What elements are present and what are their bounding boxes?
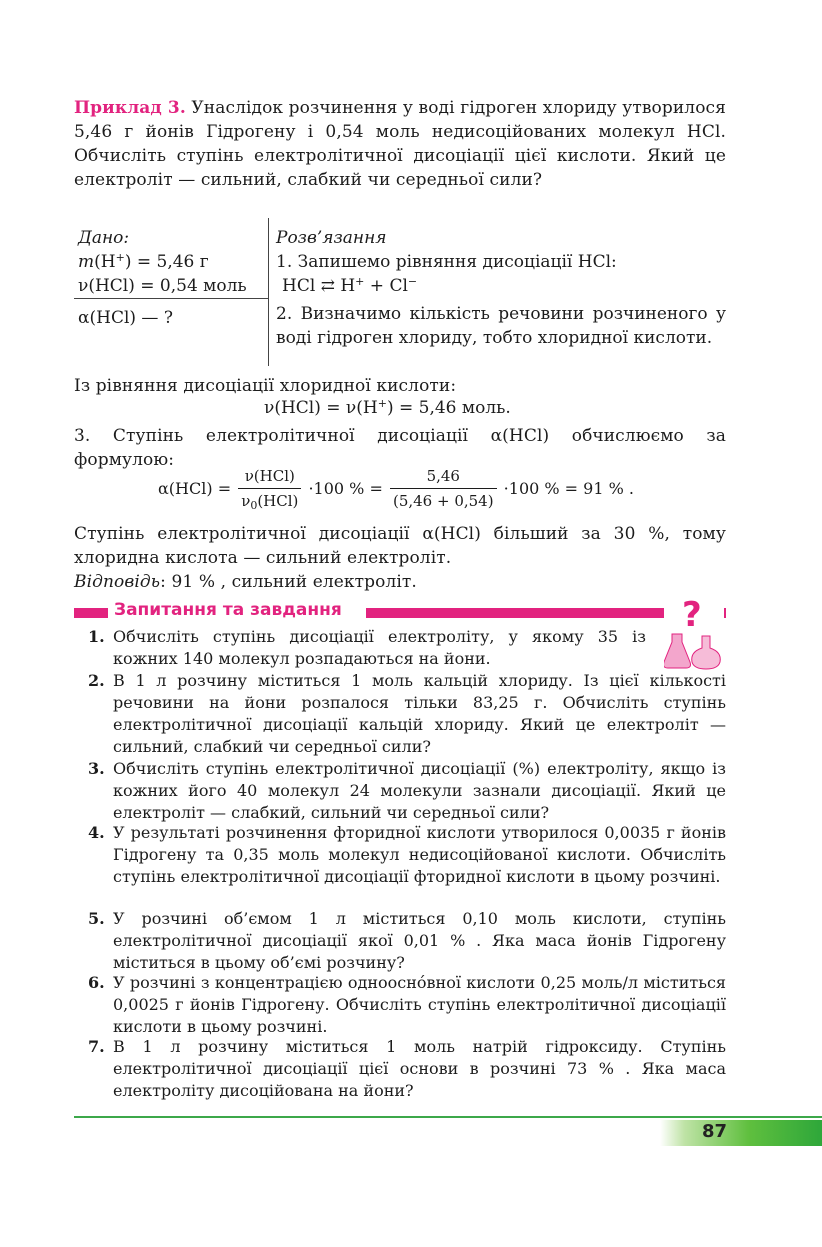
from-equation-text: Із рівняння дисоціації хлоридної кислоти: xyxy=(74,376,457,396)
page-number-tab xyxy=(660,1120,822,1146)
fraction-1: $\frac{\text{ν(HCl)}}{\nu_0(HCl)}$ xyxy=(238,466,301,511)
equilibrium-arrow-icon: ⇄ xyxy=(320,276,335,296)
example-text: Унаслідок розчинення у воді гідроген хлориду утворилося 5,46 г йонів Гідрогену і 0,54 моль недисоційованих молекул HCl. Обчисліть ступінь електролітичної дисоціації цієї кислоти. Який це електроліт — сильний, слабкий чи середньої сили? xyxy=(74,98,726,190)
dissociation-equation: HCl ⇄ H+ + Cl− xyxy=(282,275,418,296)
page-number: 87 xyxy=(702,1121,728,1142)
example-paragraph xyxy=(74,96,726,192)
task-item: 3. Обчисліть ступінь електролітичної дисоціації (%) електроліту, якщо із кожних його 40 молекул 24 молекули зазнали дисоціації. Який це електроліт — слабкий, сильний чи середньої сили? xyxy=(88,759,726,822)
section-title: Запитання та завдання xyxy=(114,600,342,620)
footer-rule xyxy=(74,1116,822,1118)
given-mass: m(H+) = 5,46 г xyxy=(78,251,209,272)
example-label: Приклад 3. xyxy=(74,98,186,118)
task-item: 4. У результаті розчинення фторидної кислоти утворилося 0,0035 г йонів Гідрогену та 0,35 моль молекул недисоційованої кислоти. Обчисліть ступінь електролітичної дисоціації фторидної кислоти в цьому розчині. xyxy=(88,823,726,886)
given-amount: ν(HCl) = 0,54 моль xyxy=(78,276,247,296)
conclusion-text: Ступінь електролітичної дисоціації α(HCl) більший за 30 %, тому хлоридна кислота — сильний електроліт. xyxy=(74,524,726,568)
task-item: 7. В 1 л розчину міститься 1 моль натрій гідроксиду. Ступінь електролітичної дисоціації цієї основи в розчині 73 % . Яка маса електроліту дисоційована на йони? xyxy=(88,1037,726,1100)
degree-formula: α(HCl) = $\frac{\text{ν(HCl)}}{\nu_0(HCl)}$ ·100 % = $\frac{5,46}{(5,46 + 0,54)}$ ·100 % = 91 % . xyxy=(158,467,634,512)
task-item: 5. У розчині об’ємом 1 л міститься 0,10 моль кислоти, ступінь електролітичної дисоціації якої 0,01 % . Яка маса йонів Гідрогену міститься в цьому об’ємі розчину? xyxy=(88,909,726,972)
solution-step2: 2. Визначимо кількість речовини розчиненого у воді гідроген хлориду, тобто хлоридної кислоти. xyxy=(276,304,726,348)
table-divider-horizontal xyxy=(74,298,268,299)
table-divider-vertical xyxy=(268,218,269,366)
solution-step1: 1. Запишемо рівняння дисоціації HCl: xyxy=(276,252,617,272)
svg-text:?: ? xyxy=(682,596,702,635)
task-item: 6. У розчині з концентрацією одноосно́вної кислоти 0,25 моль/л міститься 0,0025 г йонів Гідрогену. Обчисліть ступінь електролітичної дисоціації кислоти в цьому розчині. xyxy=(88,973,726,1036)
fraction-2: $\frac{5,46}{(5,46 + 0,54)}$ xyxy=(390,466,497,511)
find-quantity: α(HCl) — ? xyxy=(78,308,173,328)
answer-line: Відповідь: 91 % , сильний електроліт. xyxy=(74,572,417,592)
solution-heading: Розв’язання xyxy=(276,228,387,248)
flask-question-icon xyxy=(664,596,724,670)
task-item: 1. Обчисліть ступінь дисоціації електроліту, у якому 35 із кожних 140 молекул розпадаються на йони. xyxy=(88,627,646,668)
amount-equation: ν(HCl) = ν(H+) = 5,46 моль. xyxy=(264,397,511,418)
task-item: 2. В 1 л розчину міститься 1 моль кальцій хлориду. Із цієї кількості речовини на йони розпалося тільки 83,25 г. Обчисліть ступінь електролітичної дисоціації кальцій хлориду. Який це електроліт — сильний, слабкий чи середньої сили? xyxy=(88,671,726,756)
solution-step3: 3. Ступінь електролітичної дисоціації α(HCl) обчислюємо за формулою: xyxy=(74,426,726,470)
given-label: Дано: xyxy=(78,228,130,248)
